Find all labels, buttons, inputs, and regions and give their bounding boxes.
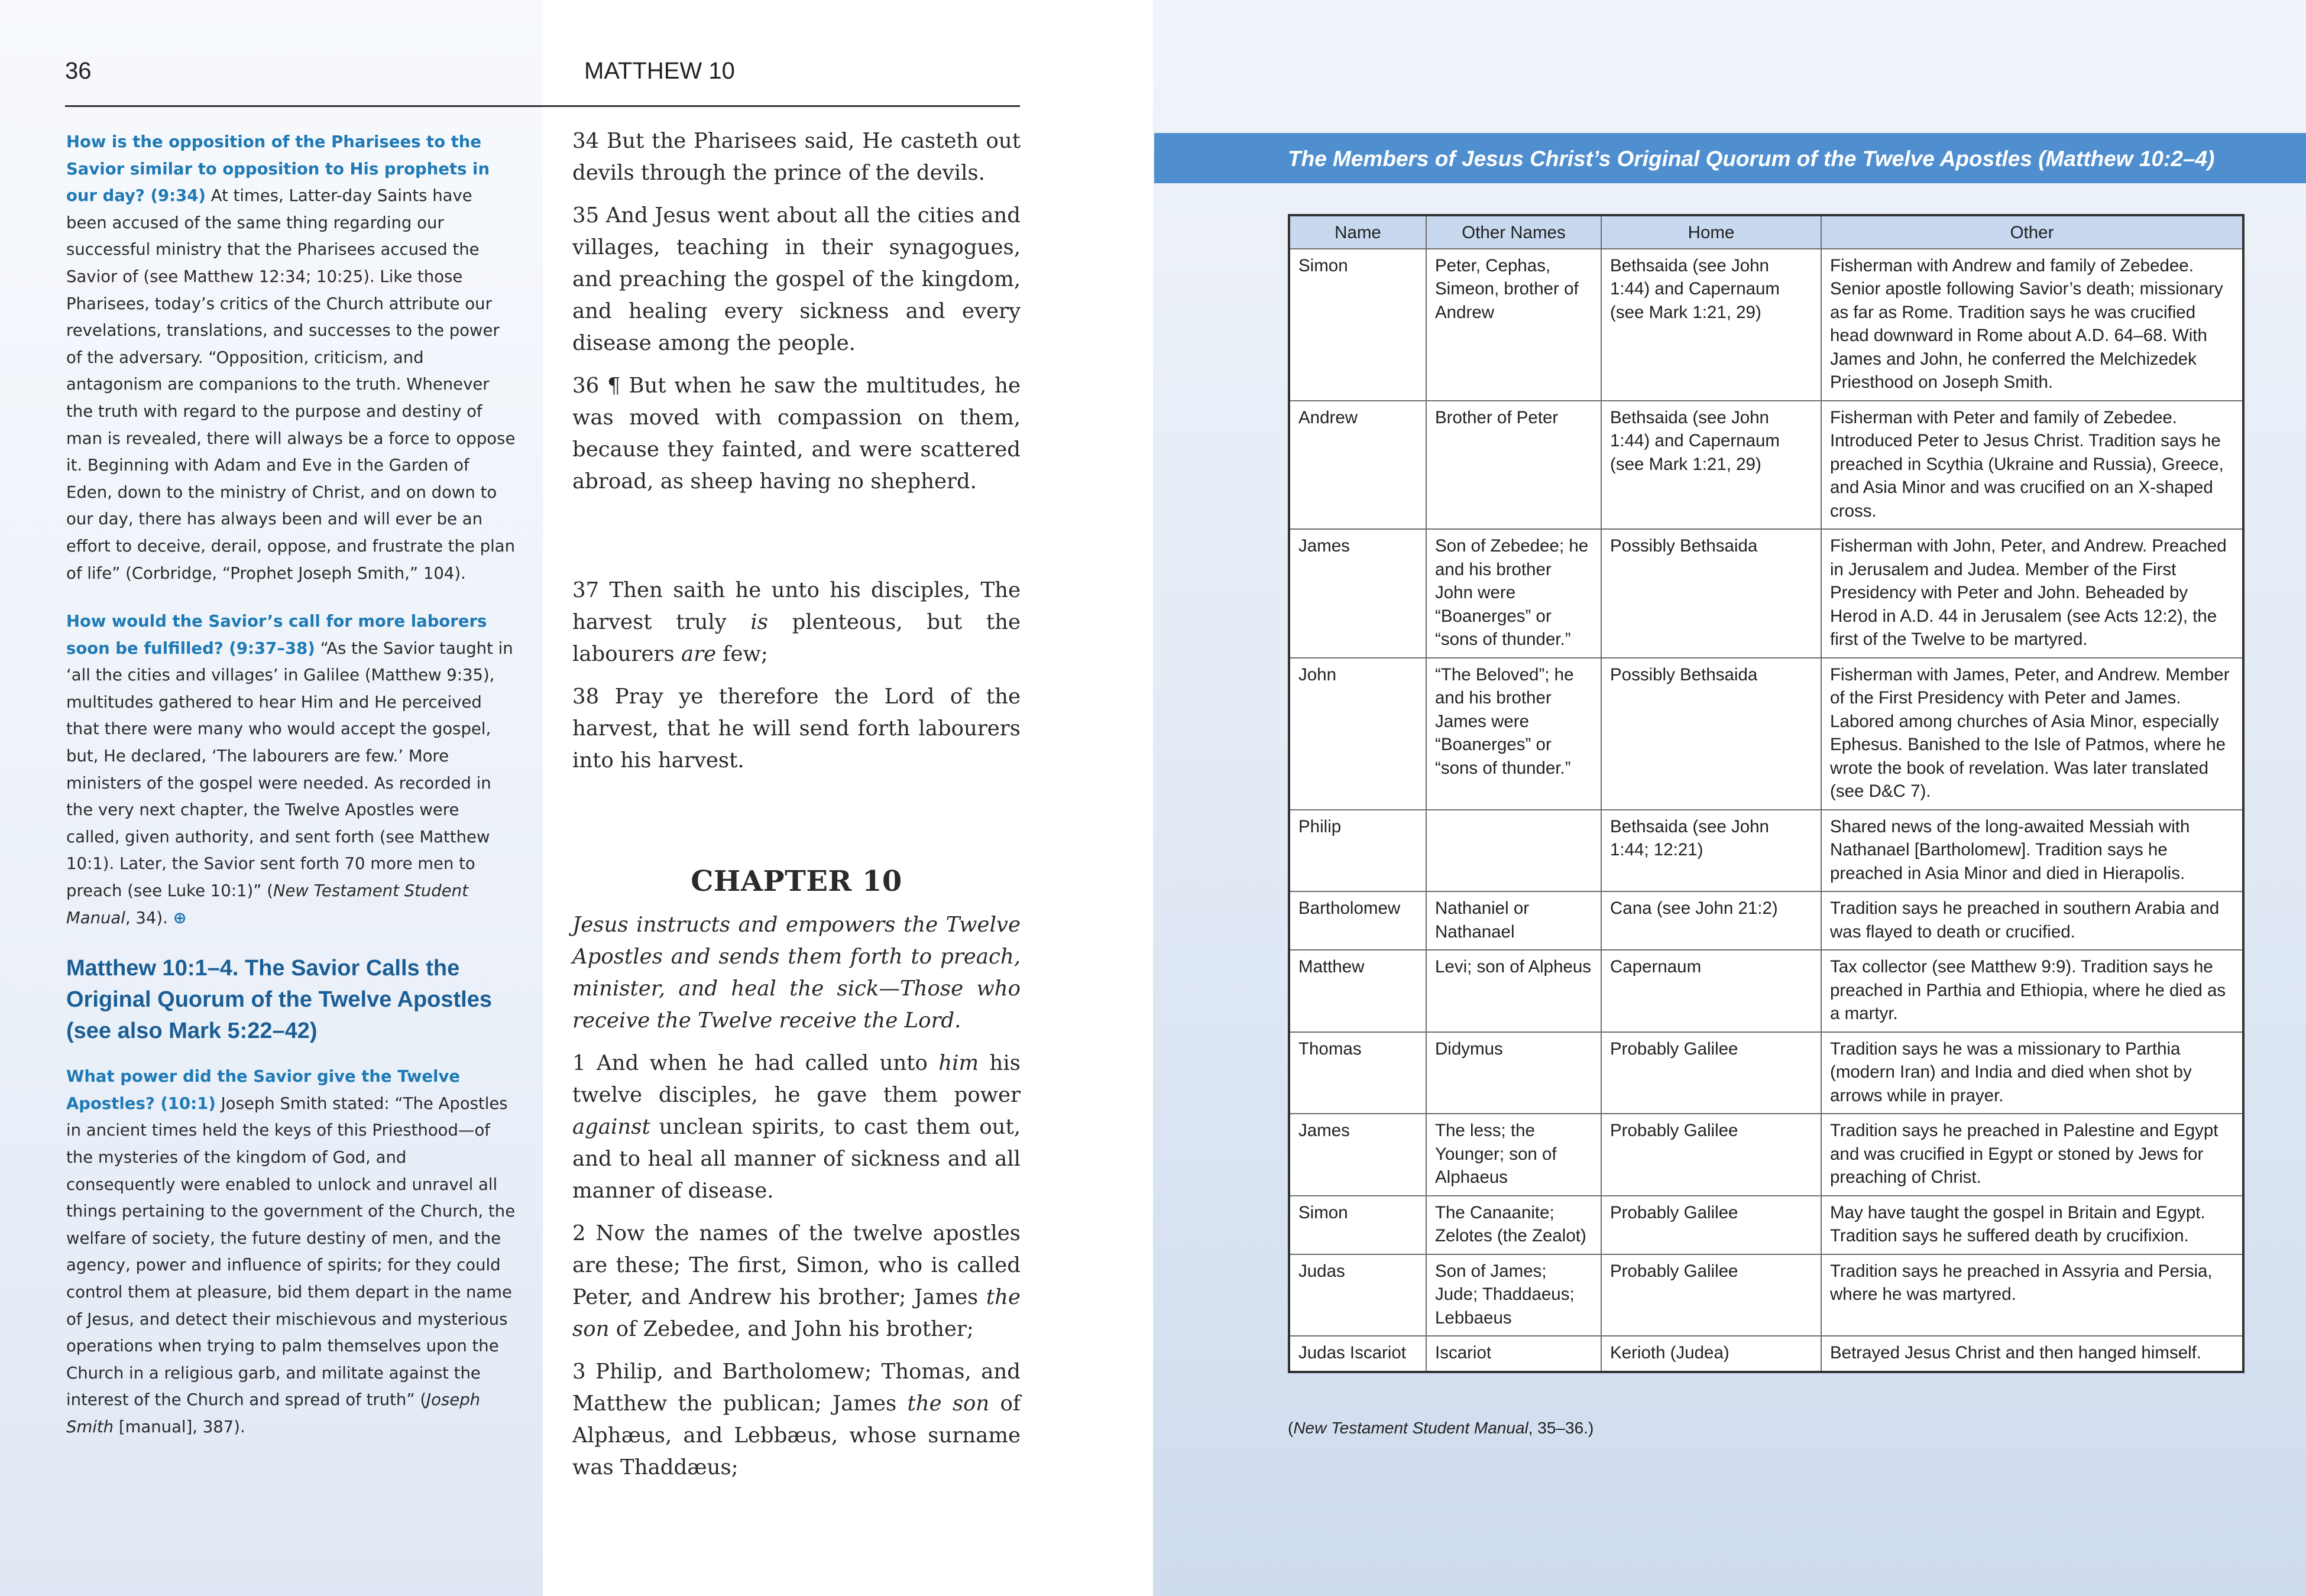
cross-reference-icon[interactable]: ⊕ bbox=[173, 908, 187, 927]
cell-other: Betrayed Jesus Christ and then hanged himself. bbox=[1821, 1336, 2243, 1372]
verse-text: 2 Now the names of the twelve apostles are these; The first, Simon, who is called Peter, and Andrew his brother; James bbox=[572, 1221, 1021, 1309]
table-row bbox=[1289, 249, 2243, 401]
cell-other: Fisherman with John, Peter, and Andrew. Preached in Jerusalem and Judea. Member of the First Presidency with Peter and John. Beheaded by Herod in A.D. 44 in Jerusalem (see Acts 12:2), the first of the Twelve to be martyred. bbox=[1821, 529, 2243, 658]
cell-other-names: Levi; son of Alpheus bbox=[1426, 950, 1601, 1032]
running-head: MATTHEW 10 bbox=[584, 58, 735, 84]
cell-other: May have taught the gospel in Britain and Egypt. Tradition says he suffered death by crucifixion. bbox=[1821, 1196, 2243, 1254]
table-title: The Members of Jesus Christ’s Original Quorum of the Twelve Apostles (Matthew 10:2–4) bbox=[1288, 147, 2215, 171]
commentary-column bbox=[66, 129, 516, 1462]
commentary-answer: Joseph Smith stated: “The Apostles in ancient times held the keys of this Priesthood—of the mysteries of the kingdom of God, and consequently were enabled to unlock and unravel all things pertaining to the government of the Church, the welfare of society, the future destiny of men, and the agency, power and influence of spirits; for they could control them at pleasure, bid them depart in the name of Jesus, and detect their mischievous and mysterious operations when trying to palm themselves upon the Church in a religious garb, and militate against the interest of the Church and spread of truth” ( bbox=[66, 1094, 516, 1410]
cell-name: Matthew bbox=[1289, 950, 1426, 1032]
cell-other-names: The Canaanite; Zelotes (the Zealot) bbox=[1426, 1196, 1601, 1254]
cell-name: Judas Iscariot bbox=[1289, 1336, 1426, 1372]
cell-other: Tax collector (see Matthew 9:9). Tradition says he preached in Parthia and Ethiopia, where he died as a martyr. bbox=[1821, 950, 2243, 1032]
chapter-summary: Jesus instructs and empowers the Twelve Apostles and sends them forth to preach, minister, and heal the sick—Those who receive the Twelve receive the Lord. bbox=[572, 913, 1021, 1033]
column-header-home: Home bbox=[1601, 215, 1821, 249]
verse-italic: against bbox=[572, 1115, 650, 1139]
table-row bbox=[1289, 1032, 2243, 1114]
table-row bbox=[1289, 891, 2243, 950]
page-number: 36 bbox=[65, 58, 92, 84]
cell-other-names: Iscariot bbox=[1426, 1336, 1601, 1372]
section-heading: Matthew 10:1–4. The Savior Calls the Original Quorum of the Twelve Apostles (see also Mark 5:22–42) bbox=[66, 956, 492, 1044]
column-header-other: Other bbox=[1821, 215, 2243, 249]
citation-tail: , 34). bbox=[125, 908, 168, 927]
apostles-table bbox=[1288, 214, 2245, 1373]
source-tail: , 35–36.) bbox=[1528, 1419, 1594, 1437]
cell-name: Andrew bbox=[1289, 401, 1426, 530]
cell-home: Bethsaida (see John 1:44; 12:21) bbox=[1601, 810, 1821, 892]
cell-home: Probably Galilee bbox=[1601, 1032, 1821, 1114]
verse-2 bbox=[572, 1218, 1021, 1345]
cell-home: Probably Galilee bbox=[1601, 1254, 1821, 1337]
verse-35: 35 And Jesus went about all the cities and villages, teaching in their synagogues, and preaching the gospel of the kingdom, and healing every sickness and every disease among the people. bbox=[572, 203, 1021, 355]
cell-home: Kerioth (Judea) bbox=[1601, 1336, 1821, 1372]
cell-other: Shared news of the long-awaited Messiah with Nathanael [Bartholomew]. Tradition says he preached in Asia Minor and died in Hierapolis. bbox=[1821, 810, 2243, 892]
verse-text: 1 And when he had called unto bbox=[572, 1051, 939, 1075]
cell-name: Bartholomew bbox=[1289, 891, 1426, 950]
cell-other: Fisherman with James, Peter, and Andrew. Member of the First Presidency with Peter and James. Labored among churches of Asia Minor, especially Ephesus. Banished to the Isle of Patmos, where he wrote the book of revelation. Was later translated (see D&C 7). bbox=[1821, 658, 2243, 810]
cell-other: Fisherman with Peter and family of Zebedee. Introduced Peter to Jesus Christ. Tradition says he preached in Scythia (Ukraine and Russia), Greece, and Asia Minor and was crucified on an X-shaped cross. bbox=[1821, 401, 2243, 530]
verse-37 bbox=[572, 575, 1021, 670]
table-row bbox=[1289, 1114, 2243, 1196]
commentary-answer: “As the Savior taught in ‘all the cities and villages’ in Galilee (Matthew 9:35), multitudes gathered to hear Him and He perceived that there were many who would accept the gospel, but, He declared, ‘The labourers are few.’ More ministers of the gospel were needed. As recorded in the very next chapter, the Twelve Apostles were called, given authority, and sent forth (see Matthew 10:1). Later, the Savior sent forth 70 more men to preach (see Luke 10:1)” ( bbox=[66, 638, 513, 901]
cell-other: Tradition says he was a missionary to Parthia (modern Iran) and India and died when shot by arrows while in prayer. bbox=[1821, 1032, 2243, 1114]
verse-italic: is bbox=[750, 610, 768, 634]
verse-3 bbox=[572, 1356, 1021, 1484]
table-row bbox=[1289, 810, 2243, 892]
cell-home: Probably Galilee bbox=[1601, 1196, 1821, 1254]
column-header-name: Name bbox=[1289, 215, 1426, 249]
verse-text: unclean spirits, to cast them out, and to heal all manner of sickness and all manner of disease. bbox=[572, 1115, 1021, 1203]
verse-text: of Zebedee, and John his brother; bbox=[609, 1317, 974, 1341]
commentary-question: How would the Savior’s call for more laborers soon be fulfilled? (9:37–38) bbox=[66, 612, 487, 658]
cell-other-names: Peter, Cephas, Simeon, brother of Andrew bbox=[1426, 249, 1601, 401]
cell-other-names: “The Beloved”; he and his brother James were “Boanerges” or “sons of thunder.” bbox=[1426, 658, 1601, 810]
cell-name: James bbox=[1289, 529, 1426, 658]
citation-title: Joseph Smith bbox=[66, 1390, 481, 1436]
cell-other-names: Son of James; Jude; Thaddaeus; Lebbaeus bbox=[1426, 1254, 1601, 1337]
source-title: New Testament Student Manual bbox=[1293, 1419, 1528, 1437]
commentary-question: What power did the Savior give the Twelve Apostles? (10:1) bbox=[66, 1067, 461, 1113]
cell-other-names: Nathaniel or Nathanael bbox=[1426, 891, 1601, 950]
commentary-paragraph bbox=[66, 129, 516, 587]
table-header-row bbox=[1289, 215, 2243, 249]
header-rule bbox=[65, 105, 1020, 107]
cell-name: John bbox=[1289, 658, 1426, 810]
cell-other: Tradition says he preached in Palestine and Egypt and was crucified in Egypt or stoned by Jews for preaching of Christ. bbox=[1821, 1114, 2243, 1196]
cell-home: Bethsaida (see John 1:44) and Capernaum (see Mark 1:21, 29) bbox=[1601, 401, 1821, 530]
cell-other-names: The less; the Younger; son of Alphaeus bbox=[1426, 1114, 1601, 1196]
chapter-title: CHAPTER 10 bbox=[691, 865, 902, 898]
citation-title: New Testament Student Manual bbox=[66, 881, 468, 927]
verse-38: 38 Pray ye therefore the Lord of the harvest, that he will send forth labourers into his harvest. bbox=[572, 685, 1021, 773]
table-row bbox=[1289, 1254, 2243, 1337]
commentary-paragraph bbox=[66, 608, 516, 932]
cell-name: Simon bbox=[1289, 1196, 1426, 1254]
cell-home: Possibly Bethsaida bbox=[1601, 529, 1821, 658]
cell-home: Cana (see John 21:2) bbox=[1601, 891, 1821, 950]
verse-text: plenteous, but the labourers bbox=[572, 610, 1021, 666]
column-header-other-names: Other Names bbox=[1426, 215, 1601, 249]
cell-name: James bbox=[1289, 1114, 1426, 1196]
cell-name: Judas bbox=[1289, 1254, 1426, 1337]
verse-text: 3 Philip, and Bartholomew; Thomas, and Matthew the publican; James bbox=[572, 1360, 1021, 1416]
verse-text: his twelve disciples, he gave them power bbox=[572, 1051, 1021, 1107]
table-row bbox=[1289, 401, 2243, 530]
cell-other: Tradition says he preached in Assyria and Persia, where he was martyred. bbox=[1821, 1254, 2243, 1337]
cell-other-names: Brother of Peter bbox=[1426, 401, 1601, 530]
table-row bbox=[1289, 1196, 2243, 1254]
verse-1 bbox=[572, 1047, 1021, 1207]
cell-other-names: Son of Zebedee; he and his brother John were “Boanerges” or “sons of thunder.” bbox=[1426, 529, 1601, 658]
table-body bbox=[1289, 249, 2243, 1372]
commentary-paragraph bbox=[66, 1063, 516, 1441]
scripture-column bbox=[572, 125, 1021, 1494]
verse-text: 37 Then saith he unto his disciples, The harvest truly bbox=[572, 578, 1021, 634]
table-source bbox=[1288, 1419, 1594, 1438]
cell-other: Fisherman with Andrew and family of Zebedee. Senior apostle following Savior’s death; missionary as far as Rome. Tradition says he was crucified head downward in Rome about A.D. 64–68. With James and John, he conferred the Melchizedek Priesthood on Joseph Smith. bbox=[1821, 249, 2243, 401]
cell-other-names bbox=[1426, 810, 1601, 892]
cell-other-names: Didymus bbox=[1426, 1032, 1601, 1114]
table-row bbox=[1289, 658, 2243, 810]
verse-italic: him bbox=[938, 1051, 979, 1075]
commentary-question: How is the opposition of the Pharisees to the Savior similar to opposition to His prophets in our day? (9:34) bbox=[66, 132, 490, 206]
verse-italic: the son bbox=[907, 1391, 990, 1416]
cell-name: Simon bbox=[1289, 249, 1426, 401]
cell-name: Thomas bbox=[1289, 1032, 1426, 1114]
cell-name: Philip bbox=[1289, 810, 1426, 892]
cell-home: Capernaum bbox=[1601, 950, 1821, 1032]
verse-34: 34 But the Pharisees said, He casteth out devils through the prince of the devils. bbox=[572, 129, 1021, 185]
table-row bbox=[1289, 529, 2243, 658]
verse-italic: are bbox=[681, 642, 717, 666]
verse-36: 36 ¶ But when he saw the multitudes, he was moved with compassion on them, because they fainted, and were scattered abroad, as sheep having no shepherd. bbox=[572, 374, 1021, 494]
cell-home: Bethsaida (see John 1:44) and Capernaum (see Mark 1:21, 29) bbox=[1601, 249, 1821, 401]
table-row bbox=[1289, 950, 2243, 1032]
citation-tail: [manual], 387). bbox=[114, 1417, 245, 1436]
commentary-answer: At times, Latter-day Saints have been accused of the same thing regarding our successful ministry that the Pharisees accused the Savior of (see Matthew 12:34; 10:25). Like those Pharisees, today’s critics of the Church attribute our revelations, translations, and successes to the power of the adversary. “Opposition, criticism, and antagonism are companions to the truth. Whenever the truth with regard to the purpose and destiny of man is revealed, there will always be a force to oppose it. Beginning with Adam and Eve in the Garden of Eden, down to the ministry of Christ, and on down to our day, there has always been and will ever be an effort to deceive, derail, oppose, and frustrate the plan of life” (Corbridge, “Prophet Joseph Smith,” 104). bbox=[66, 186, 516, 583]
cell-home: Possibly Bethsaida bbox=[1601, 658, 1821, 810]
table-row bbox=[1289, 1336, 2243, 1372]
source-paren: ( bbox=[1288, 1419, 1294, 1437]
verse-italic: the son bbox=[572, 1285, 1021, 1341]
cell-home: Probably Galilee bbox=[1601, 1114, 1821, 1196]
verse-text: few; bbox=[716, 642, 768, 666]
cell-other: Tradition says he preached in southern Arabia and was flayed to death or crucified. bbox=[1821, 891, 2243, 950]
verse-text: of Alphæus, and Lebbæus, whose surname was Thaddæus; bbox=[572, 1391, 1021, 1480]
